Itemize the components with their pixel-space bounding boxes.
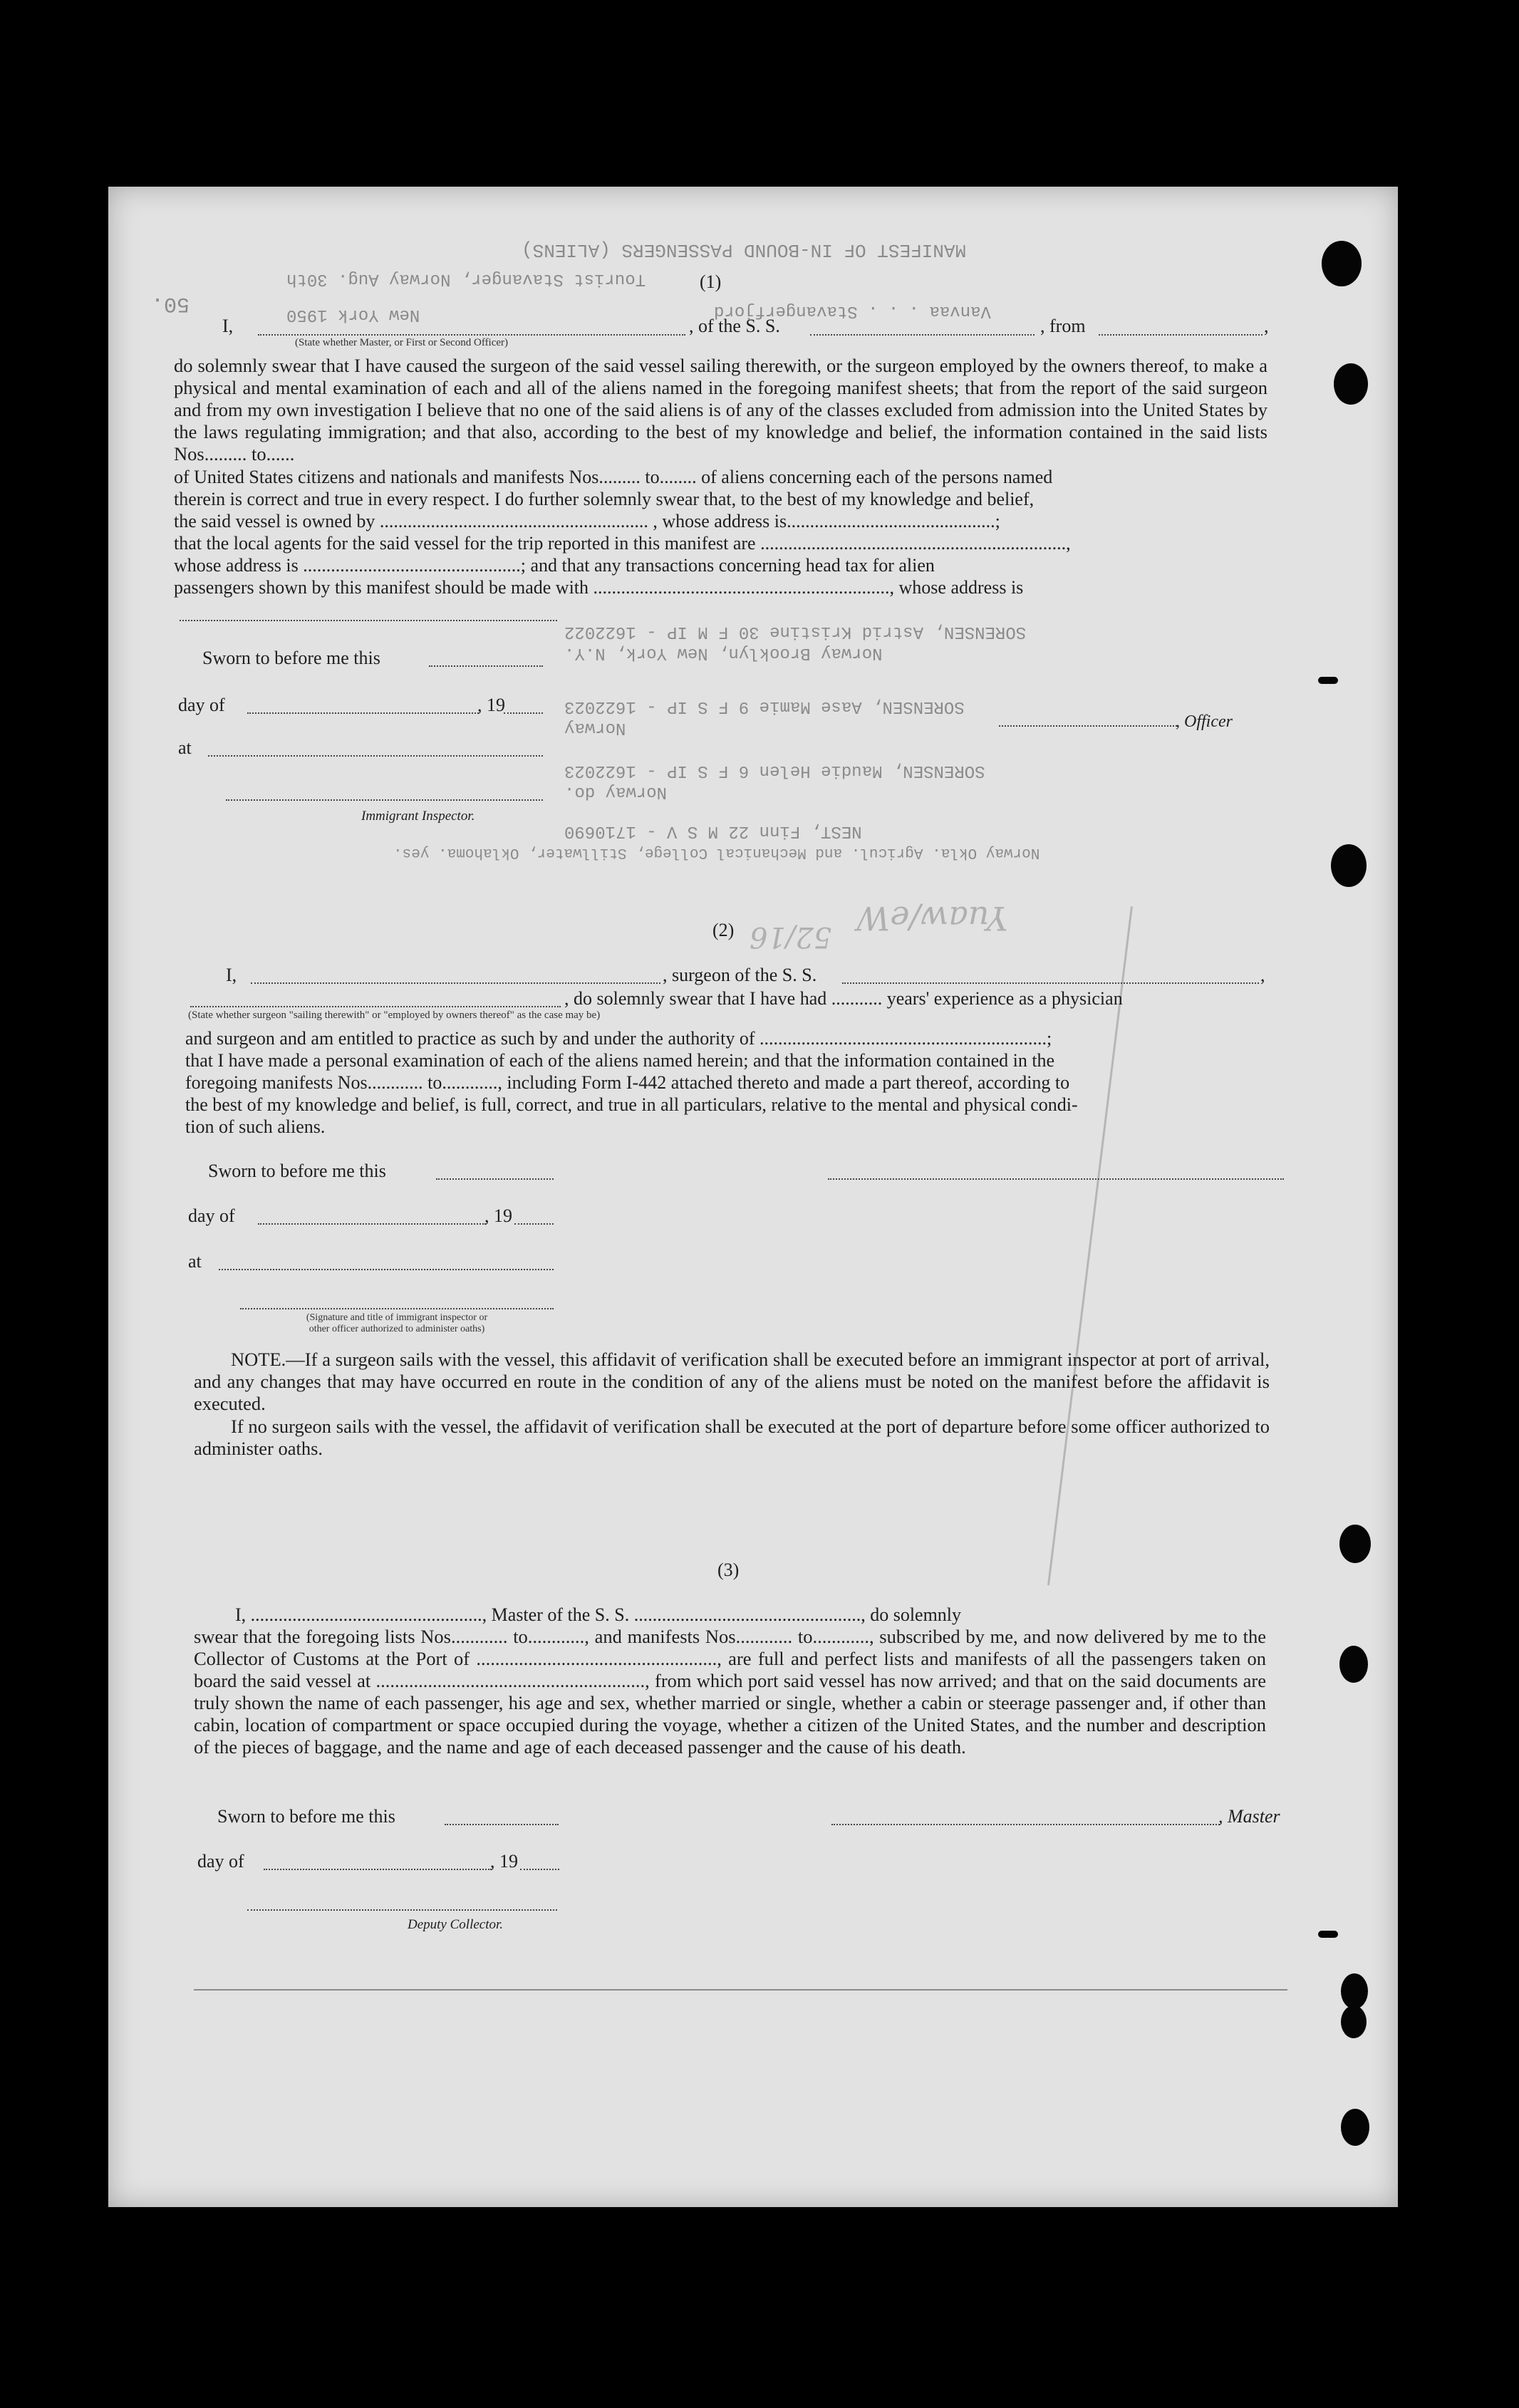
bleed-header-2: Tourist Stavanger, Norway Aug. 30th <box>286 269 646 289</box>
s1-from-blank[interactable] <box>1099 334 1263 336</box>
s2-note-1: NOTE.—If a surgeon sails with the vessel, this affidavit of verification shall be executed before an immigrant inspector at port of arrival, and any changes that may have occurred en route in the condition of any of the aliens must be noted on the manifest before the affidavit is executed. <box>194 1349 1270 1414</box>
bleed-row-8: Norway Okla. Agricul. and Mechanical College, Stillwater, Oklahoma. yes. <box>393 844 1040 861</box>
margin-mark-icon <box>1318 1931 1338 1938</box>
section-3-number: (3) <box>717 1560 740 1580</box>
bleed-header-3: New York 1950 <box>286 305 420 324</box>
s1-inspector-signature-blank[interactable] <box>226 799 543 801</box>
s1-year-blank[interactable] <box>504 712 543 714</box>
s1-i-label: I, <box>222 316 234 336</box>
s2-year-blank[interactable] <box>514 1223 554 1225</box>
s1-state-note: (State whether Master, or First or Second Officer) <box>295 337 509 348</box>
bleed-row-2: Norway Brooklyn, New York, N.Y. <box>564 643 883 663</box>
s1-day-blank[interactable] <box>247 712 479 714</box>
s2-inspector-signature-blank[interactable] <box>240 1308 554 1309</box>
s1-line-3: the said vessel is owned by .......................................................... , whose address is.............................................; <box>174 511 1000 531</box>
s1-officer-signature-blank[interactable] <box>999 725 1177 727</box>
s1-day-label: day of <box>178 695 225 715</box>
s1-vessel-blank[interactable] <box>810 334 1035 336</box>
s3-deputy-label: Deputy Collector. <box>408 1917 504 1932</box>
s1-year-label: , 19 <box>477 695 505 715</box>
bleed-handwriting: Yuaw/eW <box>856 899 1008 938</box>
s2-signature-note-1: (Signature and title of immigrant inspector or <box>306 1312 488 1323</box>
s3-day-blank[interactable] <box>264 1869 492 1870</box>
punch-hole-icon <box>1331 844 1367 887</box>
punch-hole-icon <box>1339 1525 1371 1563</box>
s2-surgeon-label: , surgeon of the S. S. <box>663 965 817 985</box>
s2-i-label: I, <box>226 965 237 985</box>
s2-surgeon-signature-blank[interactable] <box>828 1178 1284 1180</box>
section-2-number: (2) <box>712 920 735 940</box>
s1-at-label: at <box>178 737 192 758</box>
s2-year-label: , 19 <box>484 1205 512 1226</box>
s2-note-2: If no surgeon sails with the vessel, the affidavit of verification shall be executed at the port of departure before some officer authorized to administer oaths. <box>194 1416 1270 1459</box>
s2-sworn-blank[interactable] <box>436 1178 554 1180</box>
s1-sworn-blank[interactable] <box>429 665 543 667</box>
s3-year-blank[interactable] <box>520 1869 559 1870</box>
s1-line-4: that the local agents for the said vessel for the trip reported in this manifest are .................................................................., <box>174 533 1071 554</box>
punch-hole-icon <box>1341 2005 1367 2038</box>
s2-state-note: (State whether surgeon "sailing therewith" or "employed by owners thereof" as the case may be) <box>188 1010 601 1021</box>
punch-hole-icon <box>1339 1646 1368 1683</box>
s3-sworn-blank[interactable] <box>445 1824 559 1825</box>
s2-day-label: day of <box>188 1205 235 1226</box>
s2-line-1: and surgeon and am entitled to practice as such by and under the authority of ..............................................................; <box>185 1028 1052 1049</box>
s3-line-1: I, .................................................., Master of the S. S. ................................................., do solemnly <box>235 1604 962 1625</box>
s2-line1-end: , <box>1260 965 1265 985</box>
bleed-handwriting-2: 52/16 <box>750 920 832 953</box>
s1-of-ss-label: , of the S. S. <box>689 316 780 336</box>
manifest-affidavit-page <box>108 187 1398 2207</box>
s3-year-label: , 19 <box>490 1851 518 1872</box>
s2-line-5: tion of such aliens. <box>185 1116 326 1137</box>
punch-hole-icon <box>1341 1973 1368 2009</box>
s2-line-3: foregoing manifests Nos............ to............, including Form I-442 attached thereto and made a part thereof, according to <box>185 1072 1070 1093</box>
s1-paragraph: do solemnly swear that I have caused the surgeon of the said vessel sailing therewith, or the surgeon employed by the owners thereof, to make a physical and mental examination of each and all of the aliens named in the foregoing manifest sheets; that from the report of the said surgeon and from my own investigation I believe that no one of the said aliens is of any of the classes excluded from admission into the United States by the laws regulating immigration; and that also, according to the best of my knowledge and belief, the information contained in the said lists Nos......... to...... <box>174 355 1267 465</box>
bleed-row-4: Norway <box>564 718 626 737</box>
punch-hole-icon <box>1334 363 1368 405</box>
bleed-header-1: MANIFEST OF IN-BOUND PASSENGERS (ALIENS) <box>522 239 967 261</box>
s2-state-blank[interactable] <box>190 1006 561 1007</box>
s2-name-blank[interactable] <box>251 982 660 984</box>
bottom-rule <box>194 1989 1287 1991</box>
s1-line-5: whose address is ...............................................; and that any transactions concerning head tax for alien <box>174 555 935 576</box>
bleed-row-6: Norway do. <box>564 782 668 801</box>
s3-sworn-label: Sworn to before me this <box>217 1806 395 1827</box>
s2-at-blank[interactable] <box>219 1269 554 1270</box>
s2-signature-note-2: other officer authorized to administer oaths) <box>309 1324 485 1334</box>
s2-day-blank[interactable] <box>258 1223 486 1225</box>
s2-line2: , do solemnly swear that I have had ........... years' experience as a physician <box>564 988 1123 1009</box>
bleed-page-number: 50. <box>151 291 190 316</box>
bleed-row-3: SORENSEN, Aase Mamie 9 F S IP - 1622023 <box>564 697 965 716</box>
bleed-row-5: SORENSEN, Maudie Helen 6 F S IP - 1622023 <box>564 761 985 780</box>
s1-from-label: , from <box>1040 316 1086 336</box>
s2-at-label: at <box>188 1251 202 1272</box>
s1-line1-end: , <box>1264 316 1269 336</box>
s3-master-signature-blank[interactable] <box>831 1824 1220 1825</box>
s1-line-1: of United States citizens and nationals and manifests Nos......... to........ of aliens concerning each of the persons named <box>174 467 1053 487</box>
s1-name-blank[interactable] <box>258 334 685 336</box>
bleed-owner: Vanvaa . . . Stavangerfjord <box>714 301 991 321</box>
s2-line-2: that I have made a personal examination of each of the aliens named herein; and that the information contained in the <box>185 1050 1055 1071</box>
s2-line-4: the best of my knowledge and belief, is full, correct, and true in all particulars, relative to the mental and physical condi- <box>185 1094 1078 1115</box>
s1-officer-label: , Officer <box>1176 712 1233 731</box>
s1-address-blank[interactable] <box>180 620 557 621</box>
section-1-number: (1) <box>700 271 722 292</box>
s2-vessel-blank[interactable] <box>842 982 1259 984</box>
bleed-row-7: NEST, Finn 22 M S V - 1710690 <box>564 821 862 841</box>
s1-line-2: therein is correct and true in every respect. I do further solemnly swear that, to the best of my knowledge and belief, <box>174 489 1035 509</box>
s1-sworn-label: Sworn to before me this <box>202 648 380 668</box>
margin-mark-icon <box>1318 677 1338 684</box>
s1-inspector-label: Immigrant Inspector. <box>361 809 475 824</box>
s3-master-label: , Master <box>1218 1806 1280 1827</box>
s2-sworn-label: Sworn to before me this <box>208 1161 386 1181</box>
s3-paragraph: swear that the foregoing lists Nos............ to............, and manifests Nos............ to............, subscribed by me, and now delivered by me to the Collector of Customs at the Port of ..................................................., are full and perfect lists and manifests of all the passengers taken on board the said vessel at ........................................................., from which port said vessel has now arrived; and that on the said documents are truly shown the name of each passenger, his age and sex, whether married or single, whether a cabin or steerage passenger and, if other than cabin, location of compartment or space occupied during the voyage, whether a citizen of the United States, and the number and description of the pieces of baggage, and the name and age of each deceased passenger and the cause of his death. <box>194 1626 1266 1758</box>
s3-day-label: day of <box>197 1851 244 1872</box>
s3-deputy-signature-blank[interactable] <box>247 1909 557 1911</box>
s1-line-6: passengers shown by this manifest should be made with ................................................................, whose address is <box>174 577 1024 598</box>
punch-hole-icon <box>1341 2109 1369 2146</box>
s1-at-blank[interactable] <box>208 755 543 757</box>
bleed-row-1: SORENSEN, Astrid Kristine 30 F M IP - 1622022 <box>564 622 1027 641</box>
punch-hole-icon <box>1322 241 1362 286</box>
